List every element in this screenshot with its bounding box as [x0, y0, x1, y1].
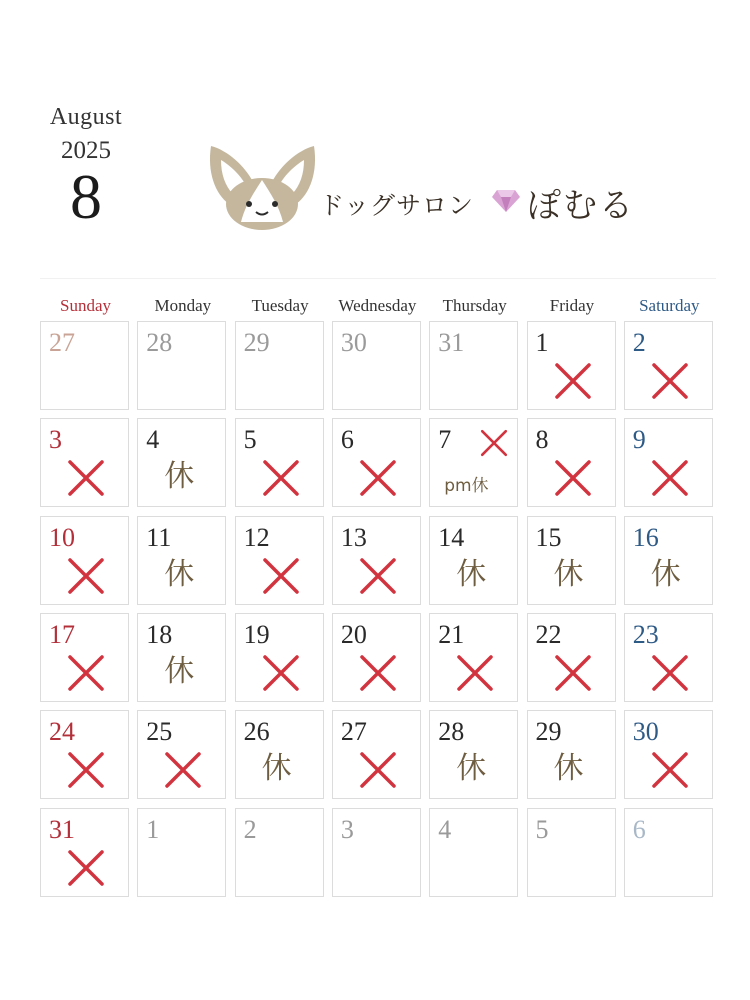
- salon-logo: [205, 142, 635, 232]
- calendar-day-cell[interactable]: [235, 418, 324, 507]
- calendar-day-cell[interactable]: [527, 710, 616, 799]
- calendar-day-cell[interactable]: [429, 808, 518, 897]
- day-number: 21: [438, 619, 465, 649]
- day-number: 26: [243, 717, 270, 747]
- calendar-day-cell[interactable]: [624, 613, 713, 702]
- day-number: 5: [243, 425, 257, 455]
- weekday-header: [40, 296, 720, 322]
- day-number: 8: [535, 425, 549, 455]
- fully-booked-cross-icon: [554, 459, 592, 497]
- closed-day-label: 休: [164, 459, 195, 495]
- weekday-thursday: Thursday: [442, 296, 507, 315]
- calendar-day-cell[interactable]: [40, 710, 129, 799]
- fully-booked-cross-icon: [554, 654, 592, 692]
- fully-booked-cross-icon: [651, 362, 689, 400]
- fully-booked-cross-icon: [456, 654, 494, 692]
- calendar-day-cell[interactable]: [137, 516, 226, 605]
- calendar-day-cell[interactable]: [429, 321, 518, 410]
- day-number: 1: [535, 328, 549, 357]
- closed-day-label: 休: [553, 556, 584, 592]
- weekday-tuesday: Tuesday: [251, 296, 309, 315]
- fully-booked-cross-icon: [262, 557, 300, 595]
- day-number: 3: [340, 814, 354, 844]
- calendar-day-cell[interactable]: [429, 418, 518, 507]
- day-number: 31: [438, 328, 465, 357]
- day-number: 22: [535, 619, 562, 649]
- afternoon-closed-note: pm休: [444, 476, 489, 497]
- day-number: 23: [632, 619, 659, 649]
- day-number: 2: [243, 814, 257, 844]
- fully-booked-cross-icon: [67, 849, 105, 887]
- day-number: 6: [632, 814, 646, 844]
- fully-booked-cross-icon: [262, 459, 300, 497]
- calendar-day-cell[interactable]: [235, 710, 324, 799]
- weekday-wednesday: Wednesday: [338, 296, 417, 315]
- calendar-day-cell[interactable]: [332, 613, 421, 702]
- day-number: 29: [535, 717, 562, 747]
- calendar-grid: [40, 321, 720, 901]
- day-number: 4: [146, 425, 160, 455]
- closed-day-label: 休: [650, 556, 681, 592]
- fully-booked-cross-icon: [67, 751, 105, 789]
- day-number: 7: [438, 425, 452, 455]
- calendar-day-cell[interactable]: [332, 516, 421, 605]
- weekday-saturday: Saturday: [639, 296, 700, 315]
- calendar-day-cell[interactable]: [624, 418, 713, 507]
- day-number: 5: [535, 814, 549, 844]
- closed-day-label: 休: [164, 653, 195, 689]
- calendar-day-cell[interactable]: [40, 808, 129, 897]
- calendar-day-cell[interactable]: [235, 808, 324, 897]
- fully-booked-cross-icon: [359, 654, 397, 692]
- calendar-day-cell[interactable]: [332, 808, 421, 897]
- calendar-day-cell[interactable]: [40, 516, 129, 605]
- day-number: 2: [632, 328, 646, 357]
- calendar-day-cell[interactable]: [527, 808, 616, 897]
- day-number: 31: [49, 814, 75, 844]
- day-number: 19: [243, 619, 270, 649]
- calendar-day-cell[interactable]: [40, 613, 129, 702]
- fully-booked-cross-icon: [651, 654, 689, 692]
- fully-booked-cross-icon: [651, 459, 689, 497]
- day-number: 1: [146, 814, 160, 844]
- day-number: 6: [340, 425, 354, 455]
- year: 2025: [61, 137, 111, 164]
- day-number: 17: [49, 619, 75, 649]
- calendar-day-cell[interactable]: [624, 321, 713, 410]
- day-number: 13: [340, 522, 367, 552]
- closed-day-label: 休: [456, 556, 487, 592]
- calendar-day-cell[interactable]: [137, 613, 226, 702]
- day-number: 3: [49, 425, 62, 455]
- papillon-dog-icon: [205, 142, 320, 232]
- calendar-day-cell[interactable]: [527, 321, 616, 410]
- weekday-friday: Friday: [549, 296, 595, 315]
- day-number: 30: [340, 328, 367, 357]
- diamond-gem-icon: [491, 188, 521, 214]
- calendar-day-cell[interactable]: [40, 321, 129, 410]
- day-number: 25: [146, 717, 173, 747]
- weekday-monday: Monday: [154, 296, 212, 315]
- day-number: 18: [146, 619, 173, 649]
- fully-booked-cross-icon: [262, 654, 300, 692]
- fully-booked-cross-icon: [359, 751, 397, 789]
- day-number: 27: [340, 717, 367, 747]
- day-number: 11: [146, 522, 172, 552]
- fully-booked-cross-icon: [67, 459, 105, 497]
- closed-day-label: 休: [553, 751, 584, 787]
- fully-booked-cross-icon: [359, 459, 397, 497]
- fully-booked-cross-icon: [480, 429, 508, 457]
- calendar-day-cell[interactable]: [235, 321, 324, 410]
- salon-name: ぽむる: [527, 186, 635, 226]
- calendar-day-cell[interactable]: [527, 613, 616, 702]
- calendar-day-cell[interactable]: [137, 710, 226, 799]
- day-number: 27: [49, 328, 75, 357]
- calendar-day-cell[interactable]: [137, 808, 226, 897]
- day-number: 29: [243, 328, 270, 357]
- month-heading: [40, 104, 132, 232]
- day-number: 20: [340, 619, 367, 649]
- day-number: 15: [535, 522, 562, 552]
- calendar-day-cell[interactable]: [624, 516, 713, 605]
- fully-booked-cross-icon: [164, 751, 202, 789]
- closed-day-label: 休: [261, 751, 292, 787]
- calendar-day-cell[interactable]: [429, 516, 518, 605]
- calendar-day-cell[interactable]: [527, 516, 616, 605]
- calendar-day-cell[interactable]: [137, 321, 226, 410]
- calendar-day-cell[interactable]: [429, 613, 518, 702]
- day-number: 14: [438, 522, 465, 552]
- month-number: 8: [70, 161, 102, 232]
- closed-day-label: 休: [456, 751, 487, 787]
- calendar-day-cell[interactable]: [235, 613, 324, 702]
- calendar-day-cell[interactable]: [235, 516, 324, 605]
- calendar-day-cell[interactable]: [527, 418, 616, 507]
- day-number: 24: [49, 717, 75, 747]
- calendar-day-cell[interactable]: [429, 710, 518, 799]
- day-number: 30: [632, 717, 659, 747]
- day-number: 9: [632, 425, 646, 455]
- salon-label: ドッグサロン: [319, 191, 475, 220]
- weekday-sunday: Sunday: [60, 296, 111, 315]
- calendar-day-cell[interactable]: [332, 710, 421, 799]
- day-number: 10: [49, 522, 75, 552]
- month-name: August: [49, 104, 123, 130]
- calendar-day-cell[interactable]: [332, 321, 421, 410]
- day-number: 16: [632, 522, 659, 552]
- calendar-day-cell[interactable]: [624, 808, 713, 897]
- calendar-day-cell[interactable]: [137, 418, 226, 507]
- fully-booked-cross-icon: [554, 362, 592, 400]
- fully-booked-cross-icon: [651, 751, 689, 789]
- calendar-day-cell[interactable]: [332, 418, 421, 507]
- day-number: 28: [146, 328, 173, 357]
- day-number: 4: [438, 814, 452, 844]
- fully-booked-cross-icon: [67, 654, 105, 692]
- fully-booked-cross-icon: [67, 557, 105, 595]
- closed-day-label: 休: [164, 556, 195, 592]
- divider: [40, 278, 716, 279]
- day-number: 28: [438, 717, 465, 747]
- calendar-day-cell[interactable]: [624, 710, 713, 799]
- calendar-day-cell[interactable]: [40, 418, 129, 507]
- fully-booked-cross-icon: [359, 557, 397, 595]
- day-number: 12: [243, 522, 270, 552]
